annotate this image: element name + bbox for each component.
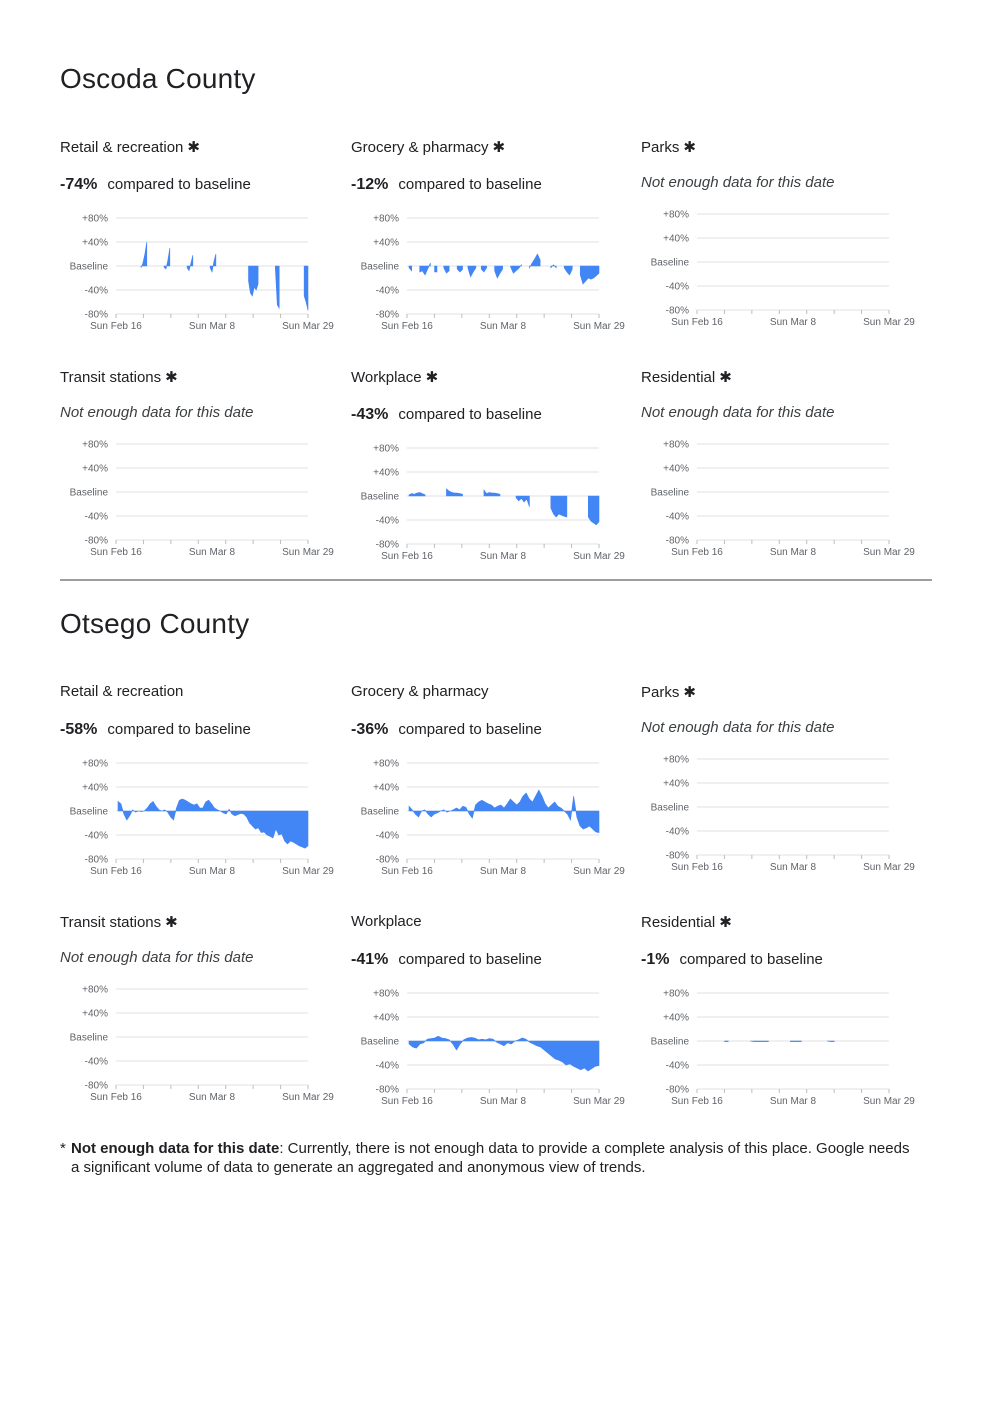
mobility-panel	[641, 913, 923, 1118]
percent-change: -43%	[351, 406, 389, 423]
y-tick-label: -80%	[375, 539, 399, 551]
y-tick-label: -80%	[375, 309, 399, 321]
percent-change: -12%	[351, 176, 389, 193]
x-tick-label: Sun Mar 8	[479, 551, 527, 562]
y-tick-label: Baseline	[69, 806, 108, 818]
compared-label: compared to baseline	[679, 951, 823, 968]
y-tick-label: +80%	[82, 213, 108, 225]
series-area	[435, 266, 437, 272]
mobility-panel	[641, 683, 923, 888]
no-data-message: Not enough data for this date	[60, 949, 254, 966]
asterisk-icon: ✱	[719, 914, 732, 931]
section-divider	[60, 579, 932, 581]
series-area	[141, 242, 147, 268]
x-tick-label: Sun Feb 16	[671, 317, 723, 328]
series-area	[827, 1041, 834, 1042]
y-tick-label: +40%	[663, 233, 689, 245]
x-tick-label: Sun Mar 8	[769, 547, 817, 558]
category-name: Retail & recreation	[60, 683, 184, 700]
x-tick-label: Sun Feb 16	[381, 321, 433, 332]
y-tick-label: Baseline	[650, 802, 689, 814]
y-tick-label: -40%	[84, 511, 108, 523]
compared-label: compared to baseline	[398, 951, 542, 968]
category-label	[60, 683, 183, 700]
x-tick-label: Sun Mar 29	[573, 866, 625, 877]
x-tick-label: Sun Mar 8	[188, 321, 236, 332]
y-tick-label: -80%	[665, 1084, 689, 1096]
series-area	[446, 489, 462, 496]
y-tick-label: +80%	[663, 209, 689, 221]
percent-change: -58%	[60, 721, 98, 738]
y-tick-label: -40%	[665, 1060, 689, 1072]
x-tick-label: Sun Mar 29	[282, 866, 334, 877]
y-tick-label: +40%	[373, 782, 399, 794]
change-headline	[351, 951, 542, 969]
mobility-chart	[641, 749, 923, 874]
y-tick-label: -80%	[84, 854, 108, 866]
county-title: Oscoda County	[60, 63, 256, 94]
category-label	[351, 138, 505, 156]
x-tick-label: Sun Mar 29	[573, 321, 625, 332]
percent-change: -41%	[351, 951, 389, 968]
series-area	[495, 266, 503, 278]
mobility-panel	[60, 913, 342, 1118]
x-tick-label: Sun Feb 16	[671, 1096, 723, 1107]
y-tick-label: -40%	[665, 511, 689, 523]
category-name: Workplace	[351, 913, 422, 930]
x-tick-label: Sun Feb 16	[381, 1096, 433, 1107]
y-tick-label: -80%	[665, 535, 689, 547]
y-tick-label: +80%	[663, 988, 689, 1000]
percent-change: -74%	[60, 176, 98, 193]
asterisk-icon: ✱	[719, 369, 732, 386]
no-data-message: Not enough data for this date	[641, 404, 835, 421]
mobility-panel	[351, 368, 633, 573]
compared-label: compared to baseline	[398, 176, 542, 193]
series-area	[516, 496, 529, 507]
category-name: Transit stations	[60, 914, 162, 931]
change-headline	[351, 406, 542, 424]
y-tick-label: +40%	[373, 467, 399, 479]
y-tick-label: +40%	[663, 1012, 689, 1024]
series-area	[484, 490, 500, 496]
category-name: Workplace	[351, 369, 422, 386]
x-tick-label: Sun Mar 29	[282, 321, 334, 332]
series-area	[468, 266, 476, 277]
y-tick-label: +80%	[663, 754, 689, 766]
y-tick-label: +80%	[82, 758, 108, 770]
footnote-text: : Currently, there is not enough data to provide a complete analysis of this place. Google needs a significant volume of data to generate an aggregated and anonymous view of trends.	[71, 1140, 910, 1176]
y-tick-label: Baseline	[360, 806, 399, 818]
y-tick-label: +40%	[82, 782, 108, 794]
x-tick-label: Sun Feb 16	[381, 866, 433, 877]
y-tick-label: -80%	[665, 850, 689, 862]
series-area	[551, 496, 567, 517]
series-area	[164, 248, 170, 269]
x-tick-label: Sun Mar 8	[188, 547, 236, 558]
y-tick-label: Baseline	[69, 487, 108, 499]
category-label	[60, 913, 178, 931]
x-tick-label: Sun Feb 16	[90, 866, 142, 877]
x-tick-label: Sun Mar 8	[479, 866, 527, 877]
mobility-chart	[60, 979, 342, 1104]
y-tick-label: -40%	[375, 1060, 399, 1072]
series-area	[580, 266, 599, 284]
series-area	[118, 799, 308, 848]
mobility-chart	[641, 204, 923, 329]
y-tick-label: Baseline	[650, 257, 689, 269]
asterisk-icon: ✱	[187, 139, 200, 156]
y-tick-label: -40%	[665, 826, 689, 838]
y-tick-label: -40%	[84, 285, 108, 297]
x-tick-label: Sun Mar 8	[188, 1092, 236, 1103]
mobility-chart	[351, 753, 633, 878]
mobility-panel	[641, 368, 923, 573]
y-tick-label: +80%	[82, 439, 108, 451]
mobility-chart	[641, 983, 923, 1108]
no-data-message: Not enough data for this date	[60, 404, 254, 421]
x-tick-label: Sun Mar 8	[188, 866, 236, 877]
y-tick-label: +40%	[663, 778, 689, 790]
category-name: Residential	[641, 914, 716, 931]
x-tick-label: Sun Mar 29	[863, 862, 915, 873]
y-tick-label: +40%	[373, 237, 399, 249]
category-name: Transit stations	[60, 369, 162, 386]
series-area	[481, 266, 486, 272]
y-tick-label: -80%	[665, 305, 689, 317]
category-label	[351, 913, 422, 930]
asterisk-icon: ✱	[425, 369, 439, 386]
category-label	[60, 138, 200, 156]
mobility-panel	[351, 913, 633, 1118]
mobility-chart	[351, 208, 633, 333]
x-tick-label: Sun Feb 16	[671, 862, 723, 873]
x-tick-label: Sun Feb 16	[671, 547, 723, 558]
mobility-chart	[641, 434, 923, 559]
series-area	[210, 254, 216, 272]
change-headline	[60, 721, 251, 739]
y-tick-label: Baseline	[360, 1036, 399, 1048]
series-area	[444, 266, 449, 273]
mobility-panel	[351, 138, 633, 343]
y-tick-label: -80%	[375, 1084, 399, 1096]
asterisk-icon: ✱	[165, 369, 178, 386]
y-tick-label: Baseline	[650, 1036, 689, 1048]
y-tick-label: +40%	[82, 237, 108, 249]
category-label	[641, 913, 732, 931]
y-tick-label: -40%	[665, 281, 689, 293]
asterisk-icon: ✱	[683, 139, 696, 156]
y-tick-label: +40%	[663, 463, 689, 475]
change-headline	[351, 721, 542, 739]
compared-label: compared to baseline	[107, 176, 251, 193]
x-tick-label: Sun Mar 8	[479, 321, 527, 332]
x-tick-label: Sun Feb 16	[90, 1092, 142, 1103]
x-tick-label: Sun Feb 16	[90, 321, 142, 332]
series-area	[790, 1041, 801, 1042]
y-tick-label: Baseline	[69, 1032, 108, 1044]
y-tick-label: -80%	[84, 1080, 108, 1092]
series-area	[249, 266, 259, 296]
y-tick-label: -80%	[375, 854, 399, 866]
y-tick-label: -80%	[84, 309, 108, 321]
x-tick-label: Sun Mar 29	[573, 551, 625, 562]
category-label	[641, 368, 732, 386]
compared-label: compared to baseline	[107, 721, 251, 738]
y-tick-label: +80%	[373, 213, 399, 225]
footnote-bold: Not enough data for this date	[71, 1140, 280, 1157]
x-tick-label: Sun Feb 16	[90, 547, 142, 558]
series-area	[304, 266, 308, 310]
x-tick-label: Sun Mar 29	[573, 1096, 625, 1107]
asterisk-icon: ✱	[165, 914, 178, 931]
series-area	[750, 1041, 768, 1042]
county-title: Otsego County	[60, 608, 250, 639]
category-label	[641, 683, 696, 701]
y-tick-label: Baseline	[650, 487, 689, 499]
mobility-panel	[60, 138, 342, 343]
x-tick-label: Sun Mar 8	[479, 1096, 527, 1107]
category-name: Parks	[641, 139, 680, 156]
category-name: Grocery & pharmacy	[351, 683, 489, 700]
category-label	[351, 683, 489, 700]
series-area	[187, 255, 193, 271]
percent-change: -36%	[351, 721, 389, 738]
series-area	[511, 265, 522, 273]
mobility-chart	[60, 208, 342, 333]
percent-change: -1%	[641, 951, 670, 968]
y-tick-label: +80%	[663, 439, 689, 451]
x-tick-label: Sun Feb 16	[381, 551, 433, 562]
y-tick-label: -80%	[84, 535, 108, 547]
y-tick-label: +80%	[373, 443, 399, 455]
change-headline	[351, 176, 542, 194]
y-tick-label: Baseline	[69, 261, 108, 273]
series-area	[529, 254, 540, 268]
series-area	[409, 790, 599, 833]
x-tick-label: Sun Mar 8	[769, 862, 817, 873]
no-data-message: Not enough data for this date	[641, 719, 835, 736]
category-name: Grocery & pharmacy	[351, 139, 489, 156]
asterisk-icon: ✱	[492, 139, 506, 156]
y-tick-label: +40%	[82, 1008, 108, 1020]
category-label	[351, 368, 438, 386]
category-name: Retail & recreation	[60, 139, 184, 156]
mobility-chart	[60, 753, 342, 878]
mobility-panel	[351, 683, 633, 888]
category-name: Parks	[641, 684, 680, 701]
x-tick-label: Sun Mar 29	[282, 1092, 334, 1103]
mobility-chart	[351, 438, 633, 563]
y-tick-label: -40%	[375, 830, 399, 842]
mobility-panel	[60, 368, 342, 573]
y-tick-label: +40%	[373, 1012, 399, 1024]
asterisk-icon: ✱	[683, 684, 696, 701]
y-tick-label: -40%	[84, 1056, 108, 1068]
y-tick-label: -40%	[375, 285, 399, 297]
category-label	[60, 368, 178, 386]
y-tick-label: Baseline	[360, 261, 399, 273]
series-area	[409, 492, 425, 496]
y-tick-label: Baseline	[360, 491, 399, 503]
series-area	[275, 266, 279, 308]
no-data-message: Not enough data for this date	[641, 174, 835, 191]
series-area	[409, 266, 412, 271]
series-area	[551, 265, 556, 268]
series-area	[564, 266, 572, 275]
footnote	[60, 1139, 920, 1177]
y-tick-label: +80%	[373, 758, 399, 770]
mobility-panel	[641, 138, 923, 343]
y-tick-label: +80%	[82, 984, 108, 996]
compared-label: compared to baseline	[398, 406, 542, 423]
x-tick-label: Sun Mar 8	[769, 317, 817, 328]
mobility-chart	[60, 434, 342, 559]
series-area	[457, 266, 462, 272]
mobility-panel	[60, 683, 342, 888]
series-area	[420, 263, 431, 275]
y-tick-label: -40%	[84, 830, 108, 842]
x-tick-label: Sun Mar 29	[282, 547, 334, 558]
compared-label: compared to baseline	[398, 721, 542, 738]
change-headline	[60, 176, 251, 194]
footnote-asterisk: *	[60, 1140, 66, 1157]
x-tick-label: Sun Mar 29	[863, 547, 915, 558]
series-area	[725, 1041, 729, 1042]
x-tick-label: Sun Mar 29	[863, 317, 915, 328]
y-tick-label: -40%	[375, 515, 399, 527]
change-headline	[641, 951, 823, 969]
category-label	[641, 138, 696, 156]
x-tick-label: Sun Mar 8	[769, 1096, 817, 1107]
x-tick-label: Sun Mar 29	[863, 1096, 915, 1107]
mobility-chart	[351, 983, 633, 1108]
y-tick-label: +80%	[373, 988, 399, 1000]
category-name: Residential	[641, 369, 716, 386]
y-tick-label: +40%	[82, 463, 108, 475]
